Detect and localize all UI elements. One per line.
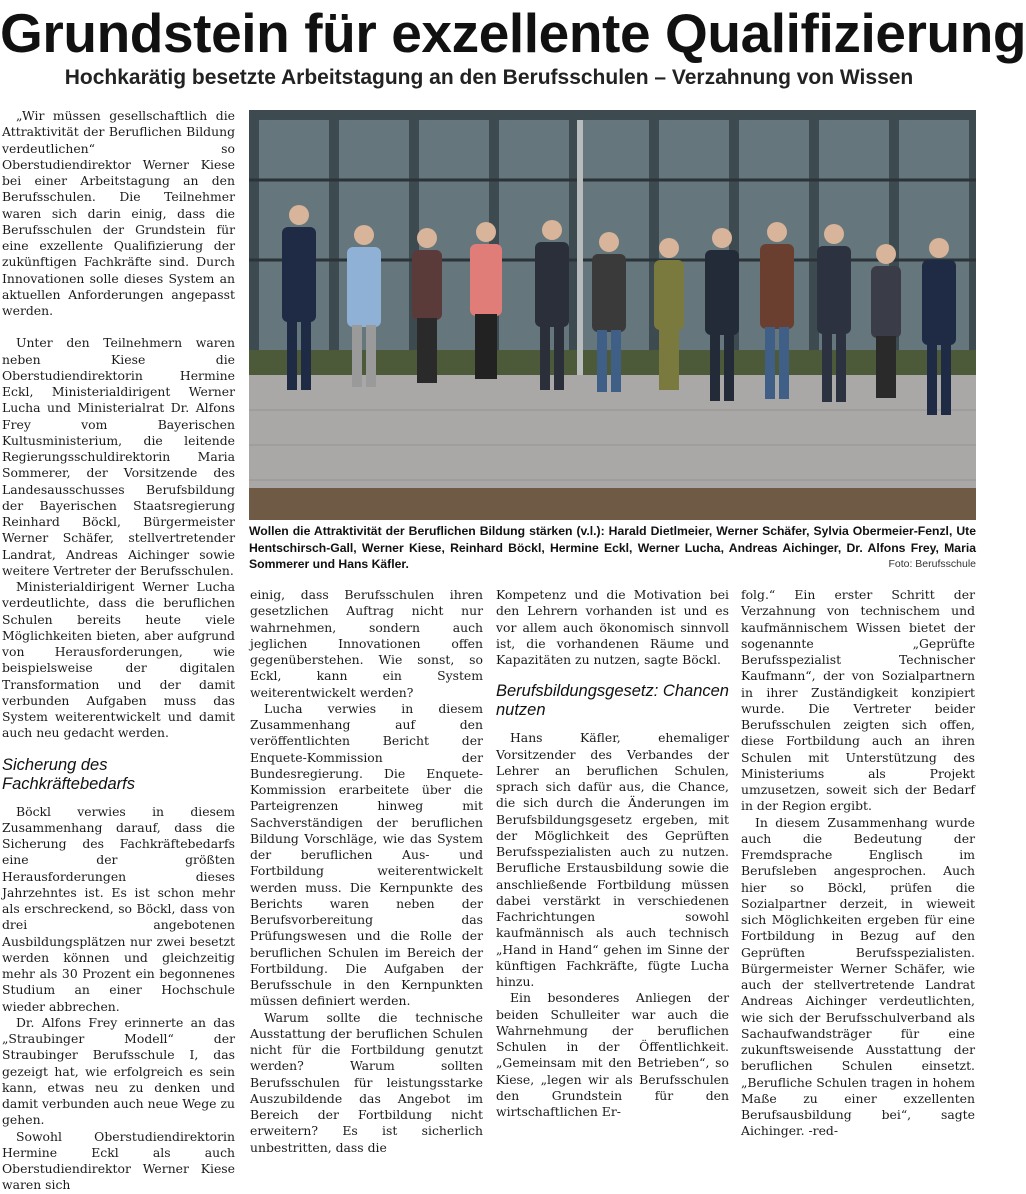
paragraph: „Wir müssen gesellschaftlich die Attraktivität der Beruflichen Bildung verdeutlichen“ so Oberstudiendirektor Werner Kiese bei einer Arbeitstagung an den Berufsschulen. Die Teilnehmer waren sich darin einig, dass die Berufsschulen der Grundstein für eine exzellente Qualifizierung der zukünftigen Fachkräfte sind. Durch Innovationen solle dieses System an aktuellen Anforderungen angepasst werden. [2, 108, 235, 318]
section-heading: Sicherung des Fachkräftebedarfs [2, 755, 135, 793]
paragraph: einig, dass Berufsschulen ihren gesetzlichen Auftrag nicht nur wahrnehmen, sondern auch jeglichen Innovationen offen gegenüberstehen. Wie sonst, so Eckl, kann ein System weiterentwickelt werden? [250, 587, 483, 700]
paragraph: Dr. Alfons Frey erinnerte an das „Straubinger Modell“ der Straubinger Berufsschule I, das gezeigt hat, wie erfolgreich es sein kann, etwas neu zu denken und damit verbunden auch neue Wege zu gehen. [2, 1014, 235, 1128]
paragraph: Unter den Teilnehmern waren neben Kiese die Oberstudiendirektorin Hermine Eckl, Ministerialdirigent Werner Lucha und Ministerialrat Dr. Alfons Frey vom Bayerischen Kultusministerium, die leitende Regierungsschuldirektorin Maria Sommerer, der Vorsitzende des Landesausschusses Berufsbildung der Bayerischen Staatsregierung Reinhard Böckl, Bürgermeister Werner Schäfer, stellvertretender Landrat, Andreas Aichinger sowie weitere Vertreter der Berufsschulen. [2, 335, 235, 578]
paragraph: Kompetenz und die Motivation bei den Lehrern vorhanden ist und es vor allem auch ökonomisch sinnvoll ist, die vorhandenen Räume und Kapazitäten zu nutzen, sagte Böckl. [496, 587, 729, 667]
paragraph: Ein besonderes Anliegen der beiden Schulleiter war auch die Wahrnehmung der beruflichen Schulen in der Öffentlichkeit. „Gemeinsam mit den Betrieben“, so Kiese, „legen wir als Berufsschulen den Grundstein für den wirtschaftlichen Er- [496, 990, 729, 1119]
paragraph: In diesem Zusammenhang wurde auch die Bedeutung der Fremdsprache Englisch im Berufsleben angesprochen. Auch hier so Böckl, prüfen die Sozialpartner derzeit, in wieweit sich Möglichkeiten ergeben für eine Fortbildung in Bezug auf den Geprüften Berufsspezialisten. Bürgermeister Werner Schäfer, wie auch der stellvertretende Landrat Andreas Aichinger verdeutlichten, wie sich der Berufsschulverband als Sachaufwandsträger für eine zukunftsweisende Ausstattung der beruflichen Schulen einsetzt. „Berufliche Schulen tragen in hohem Maße zu einer exzellenten Berufsausbildung bei“, sagte Aichinger. -red- [741, 814, 975, 1139]
section-heading: Berufsbildungsgesetz: Chancen nutzen [496, 682, 729, 720]
group-photo-illustration [249, 110, 976, 520]
article-column-3 [496, 587, 729, 1119]
group-photo [249, 110, 976, 520]
photo-credit: Foto: Berufsschule [888, 558, 976, 570]
article-column-1 [2, 108, 235, 1193]
paragraph: folg.“ Ein erster Schritt der Verzahnung von technischem und kaufmännischem Wissen bietet der sogenannte „Geprüfte Berufsspezialist Technischer Kaufmann“, der von Sozialpartnern in ihrer Zuständigkeit konzipiert wurde. Die Vertreter beider Berufsschulen zeigten sich offen, diese Fortbildung auch an ihren Schulen mit Unterstützung des Ministeriums als Projekt umzusetzen, soweit sich der Bedarf in der Region ergibt. [741, 587, 975, 814]
paragraph: Sowohl Oberstudiendirektorin Hermine Eckl als auch Oberstudiendirektor Werner Kiese waren sich [2, 1128, 235, 1193]
paragraph: Böckl verwies in diesem Zusammenhang darauf, dass die Sicherung des Fachkräftebedarfs eine der größten Herausforderungen dieses Jahrzehntes ist. Es ist schon mehr als erschreckend, so Böckl, dass von drei angebotenen Ausbildungsplätzen nur zwei besetzt werden können und gleichzeitig mehr als 30 Prozent ein begonnenes Studium an einer Hochschule wieder abbrechen. [2, 803, 235, 1014]
subheadline: Hochkarätig besetzte Arbeitstagung an den Berufsschulen – Verzahnung von Wissen [64, 66, 914, 89]
paragraph: Ministerialdirigent Werner Lucha verdeutlichte, dass die beruflichen Schulen bereits heute viele Möglichkeiten bieten, aber aufgrund von Herausforderungen, wie beispielsweise der digitalen Transformation und der damit verbunden Aufgaben muss das System weiterentwickelt und damit auch neu gedacht werden. [2, 579, 235, 741]
article-column-2 [250, 587, 483, 1155]
paragraph: Warum sollte die technische Ausstattung der beruflichen Schulen nicht für die Fortbildung genutzt werden? Warum sollten Berufsschulen für leistungsstarke Auszubildende das Angebot im Bereich der Fortbildung nicht erweitern? Es ist sicherlich unbestritten, dass die [250, 1009, 483, 1155]
photo-caption: Wollen die Attraktivität der Beruflichen Bildung stärken (v.l.): Harald Dietlmeier, Werner Schäfer, Sylvia Obermeier-Fenzl, Ute Hentschirsch-Gall, Werner Kiese, Reinhard Böckl, Hermine Eckl, Werner Lucha, Andreas Aichinger, Dr. Alfons Frey, Maria Sommerer und Hans Käfler. [249, 524, 976, 571]
paragraph: Lucha verwies in diesem Zusammenhang auf den veröffentlichten Bericht der Enquete-Kommission der Bundesregierung. Die Enquete-Kommission erarbeitete über die Parteigrenzen hinweg mit Sachverständigen der beruflichen Bildung Vorschläge, wie das System der beruflichen Aus- und Fortbildung weiterentwickelt werden muss. Die Kernpunkte des Berichts waren neben der Berufsvorbereitung das Prüfungswesen und die Rolle der beruflichen Schulen im Bereich der Fortbildung. Die Aufgaben der Berufsschule in den Kernpunkten müssen definiert werden. [250, 700, 483, 1009]
headline: Grundstein für exzellente Qualifizierung [0, 2, 1026, 64]
paragraph: Hans Käfler, ehemaliger Vorsitzender des Verbandes der Lehrer an beruflichen Schulen, sprach sich dafür aus, die Chance, die sich durch die Änderungen im Berufsbildungsgesetz ergeben, mit der Möglichkeit des Geprüften Berufsspezialisten auch zu nutzen. Berufliche Erstausbildung sowie die anschließende Fortbildung müssen dabei verstärkt in verschiedenen Fachrichtungen sowohl kaufmännisch als auch technisch „Hand in Hand“ gehen im Sinne der künftigen Fachkräfte, fügte Lucha hinzu. [496, 730, 729, 989]
article-column-4 [741, 587, 975, 1139]
